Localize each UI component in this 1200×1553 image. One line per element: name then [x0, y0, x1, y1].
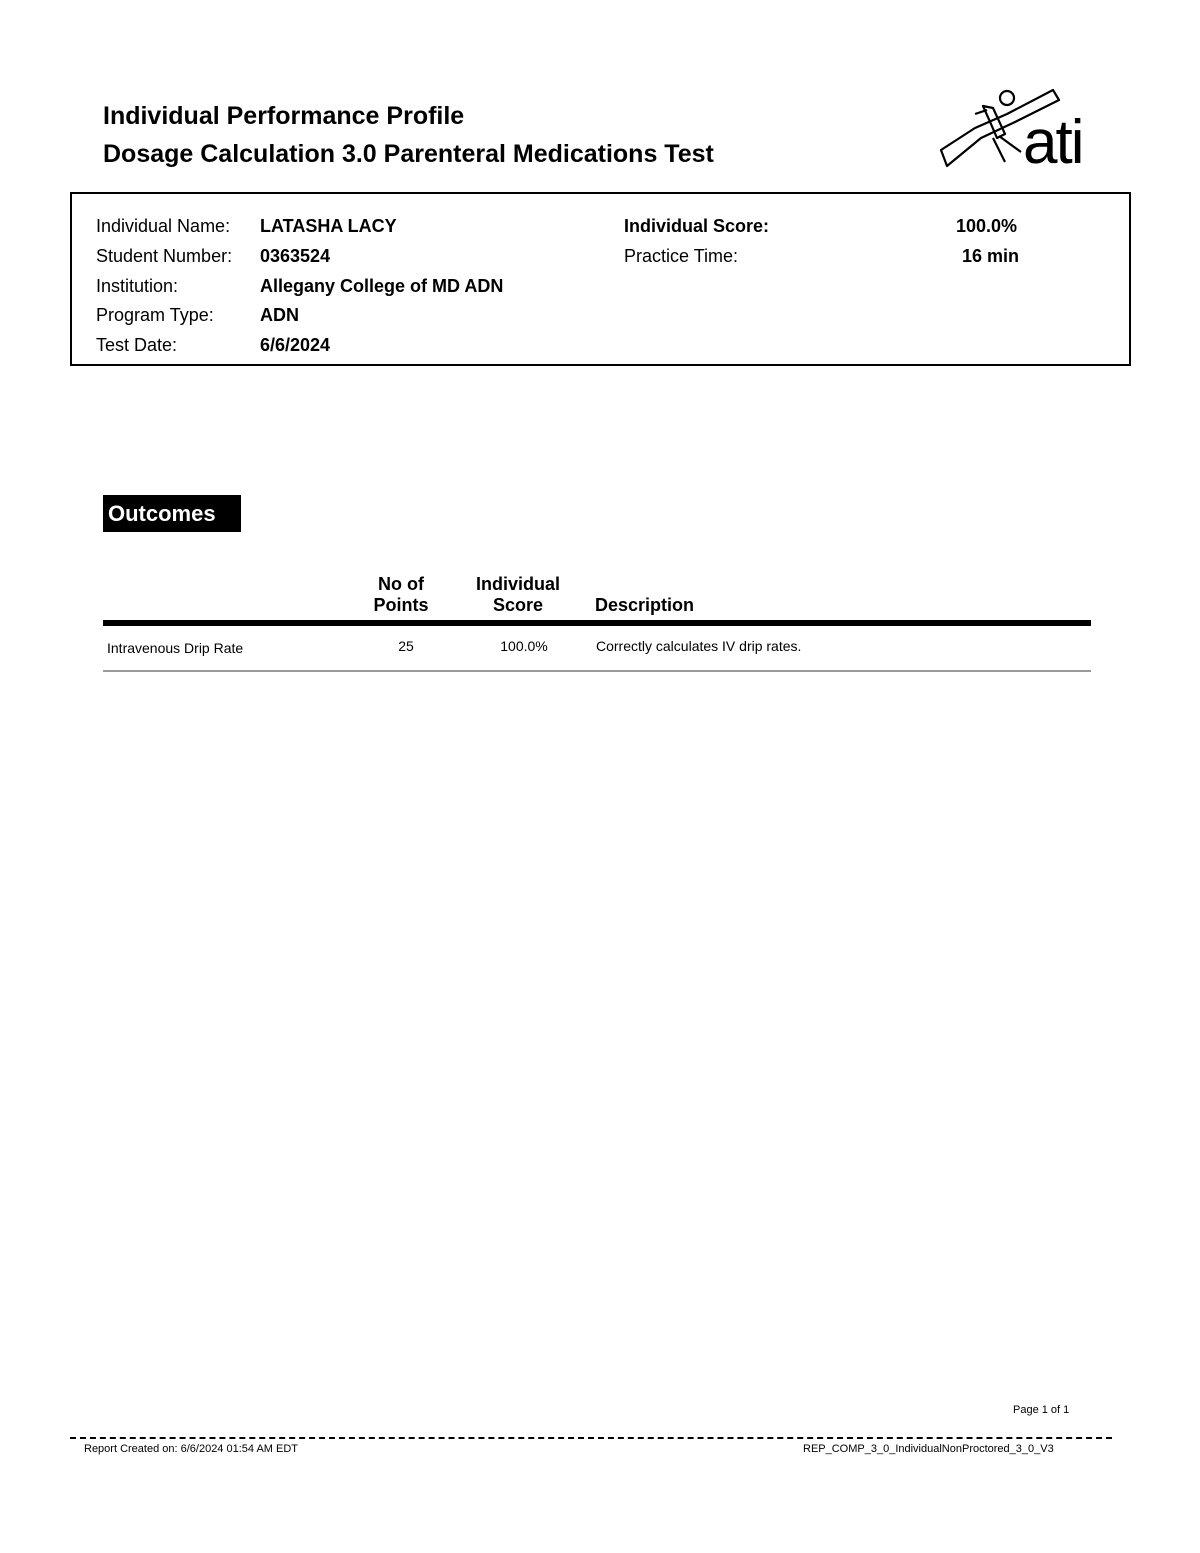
table-header-rule	[103, 620, 1091, 626]
table-row-divider	[103, 670, 1091, 672]
practice-time-label: Practice Time:	[624, 246, 739, 266]
report-created: Report Created on: 6/6/2024 01:54 AM EDT	[84, 1443, 299, 1455]
ati-logo-text: ati	[1023, 108, 1083, 177]
footer-divider	[70, 1437, 1112, 1439]
description-column-header: Description	[595, 595, 695, 615]
test-title: Dosage Calculation 3.0 Parenteral Medications Test	[103, 140, 714, 168]
score-header-line2: Score	[492, 595, 544, 615]
program-type-value: ADN	[260, 305, 299, 325]
outcomes-heading: Outcomes	[103, 495, 241, 532]
points-header-line2: Points	[373, 595, 429, 615]
student-number-value: 0363524	[260, 246, 331, 266]
outcome-points: 25	[398, 638, 414, 654]
score-column-header	[466, 574, 570, 616]
report-title: Individual Performance Profile	[103, 102, 465, 130]
name-label: Individual Name:	[96, 216, 231, 236]
program-type-label: Program Type:	[96, 305, 214, 325]
student-number-label: Student Number:	[96, 246, 233, 266]
test-date-value: 6/6/2024	[260, 335, 331, 355]
ati-logo	[935, 86, 1105, 184]
report-id: REP_COMP_3_0_IndividualNonProctored_3_0_V3	[803, 1443, 1054, 1455]
page-number: Page 1 of 1	[1013, 1404, 1070, 1416]
name-value: LATASHA LACY	[260, 216, 397, 236]
institution-label: Institution:	[96, 276, 179, 296]
outcome-score: 100.0%	[500, 638, 548, 654]
test-date-label: Test Date:	[96, 335, 178, 355]
score-header-line1: Individual	[475, 574, 560, 594]
institution-value: Allegany College of MD ADN	[260, 276, 504, 296]
points-column-header	[360, 574, 442, 616]
outcome-name: Intravenous Drip Rate	[107, 640, 244, 656]
practice-time-value: 16 min	[962, 246, 1020, 266]
score-value: 100.0%	[956, 216, 1018, 236]
points-header-line1: No of	[378, 574, 424, 594]
score-label: Individual Score:	[624, 216, 770, 236]
outcome-description: Correctly calculates IV drip rates.	[596, 638, 802, 654]
